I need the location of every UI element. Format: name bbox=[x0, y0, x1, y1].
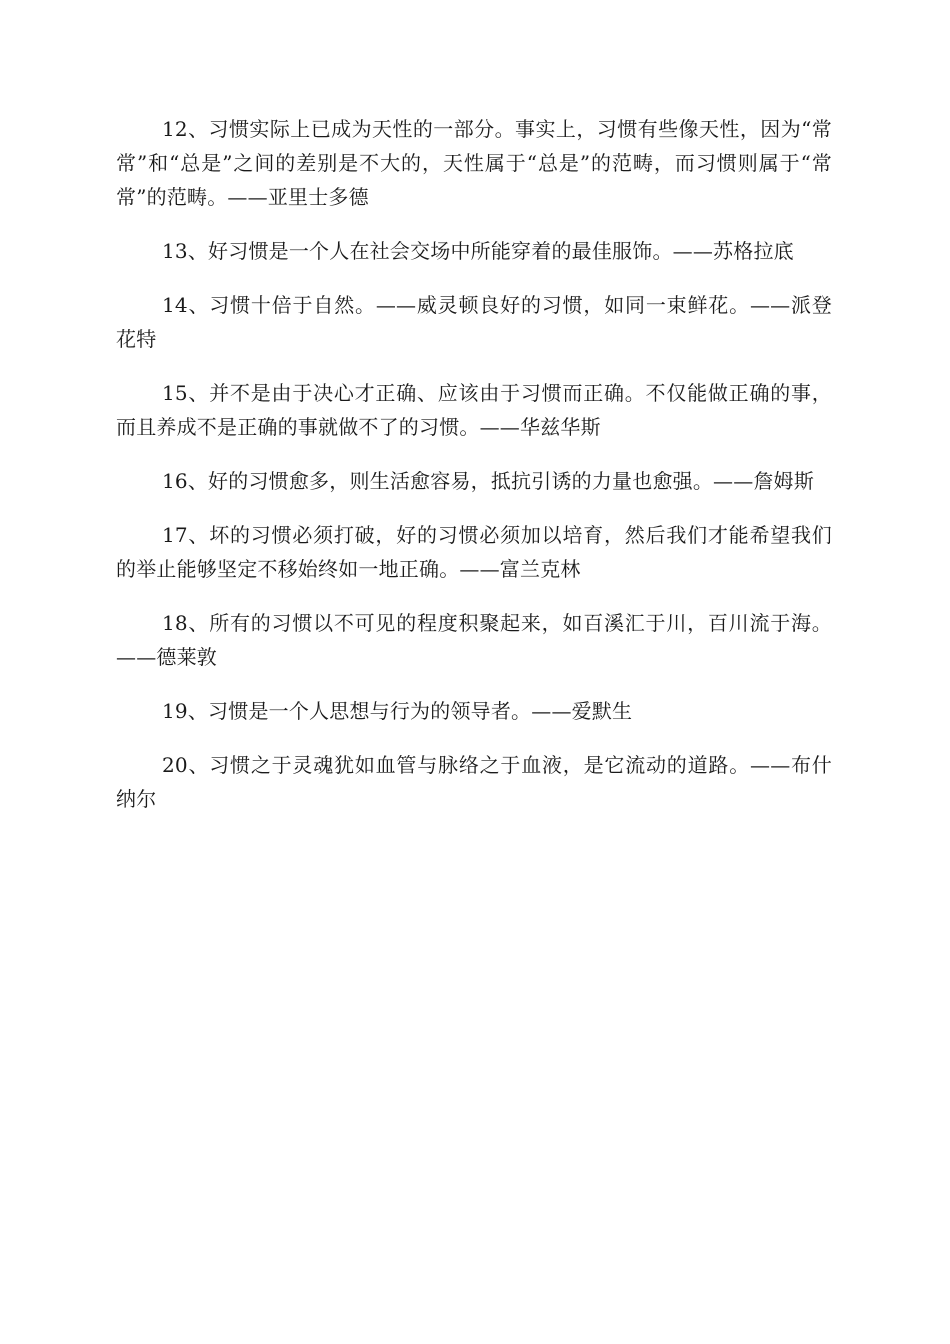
quote-12: 12、习惯实际上已成为天性的一部分。事实上，习惯有些像天性，因为“常常”和“总是”之间的差别是不大的，天性属于“总是”的范畴，而习惯则属于“常常”的范畴。——亚里士多德 bbox=[116, 117, 832, 209]
quote-19: 19、习惯是一个人思想与行为的领导者。——爱默生 bbox=[162, 699, 633, 723]
quote-16: 16、好的习惯愈多，则生活愈容易，抵抗引诱的力量也愈强。——詹姆斯 bbox=[162, 469, 815, 493]
quote-14: 14、习惯十倍于自然。——威灵顿良好的习惯，如同一束鲜花。——派登花特 bbox=[116, 293, 832, 351]
quote-13: 13、好习惯是一个人在社会交场中所能穿着的最佳服饰。——苏格拉底 bbox=[162, 239, 794, 263]
quote-20: 20、习惯之于灵魂犹如血管与脉络之于血液，是它流动的道路。——布什纳尔 bbox=[116, 753, 832, 811]
quote-15: 15、并不是由于决心才正确、应该由于习惯而正确。不仅能做正确的事，而且养成不是正确的事就做不了的习惯。——华兹华斯 bbox=[116, 381, 832, 439]
quote-list bbox=[116, 112, 832, 836]
quote-17: 17、坏的习惯必须打破，好的习惯必须加以培育，然后我们才能希望我们的举止能够坚定不移始终如一地正确。——富兰克林 bbox=[116, 523, 832, 581]
quote-18: 18、所有的习惯以不可见的程度积聚起来，如百溪汇于川，百川流于海。——德莱敦 bbox=[116, 611, 832, 669]
